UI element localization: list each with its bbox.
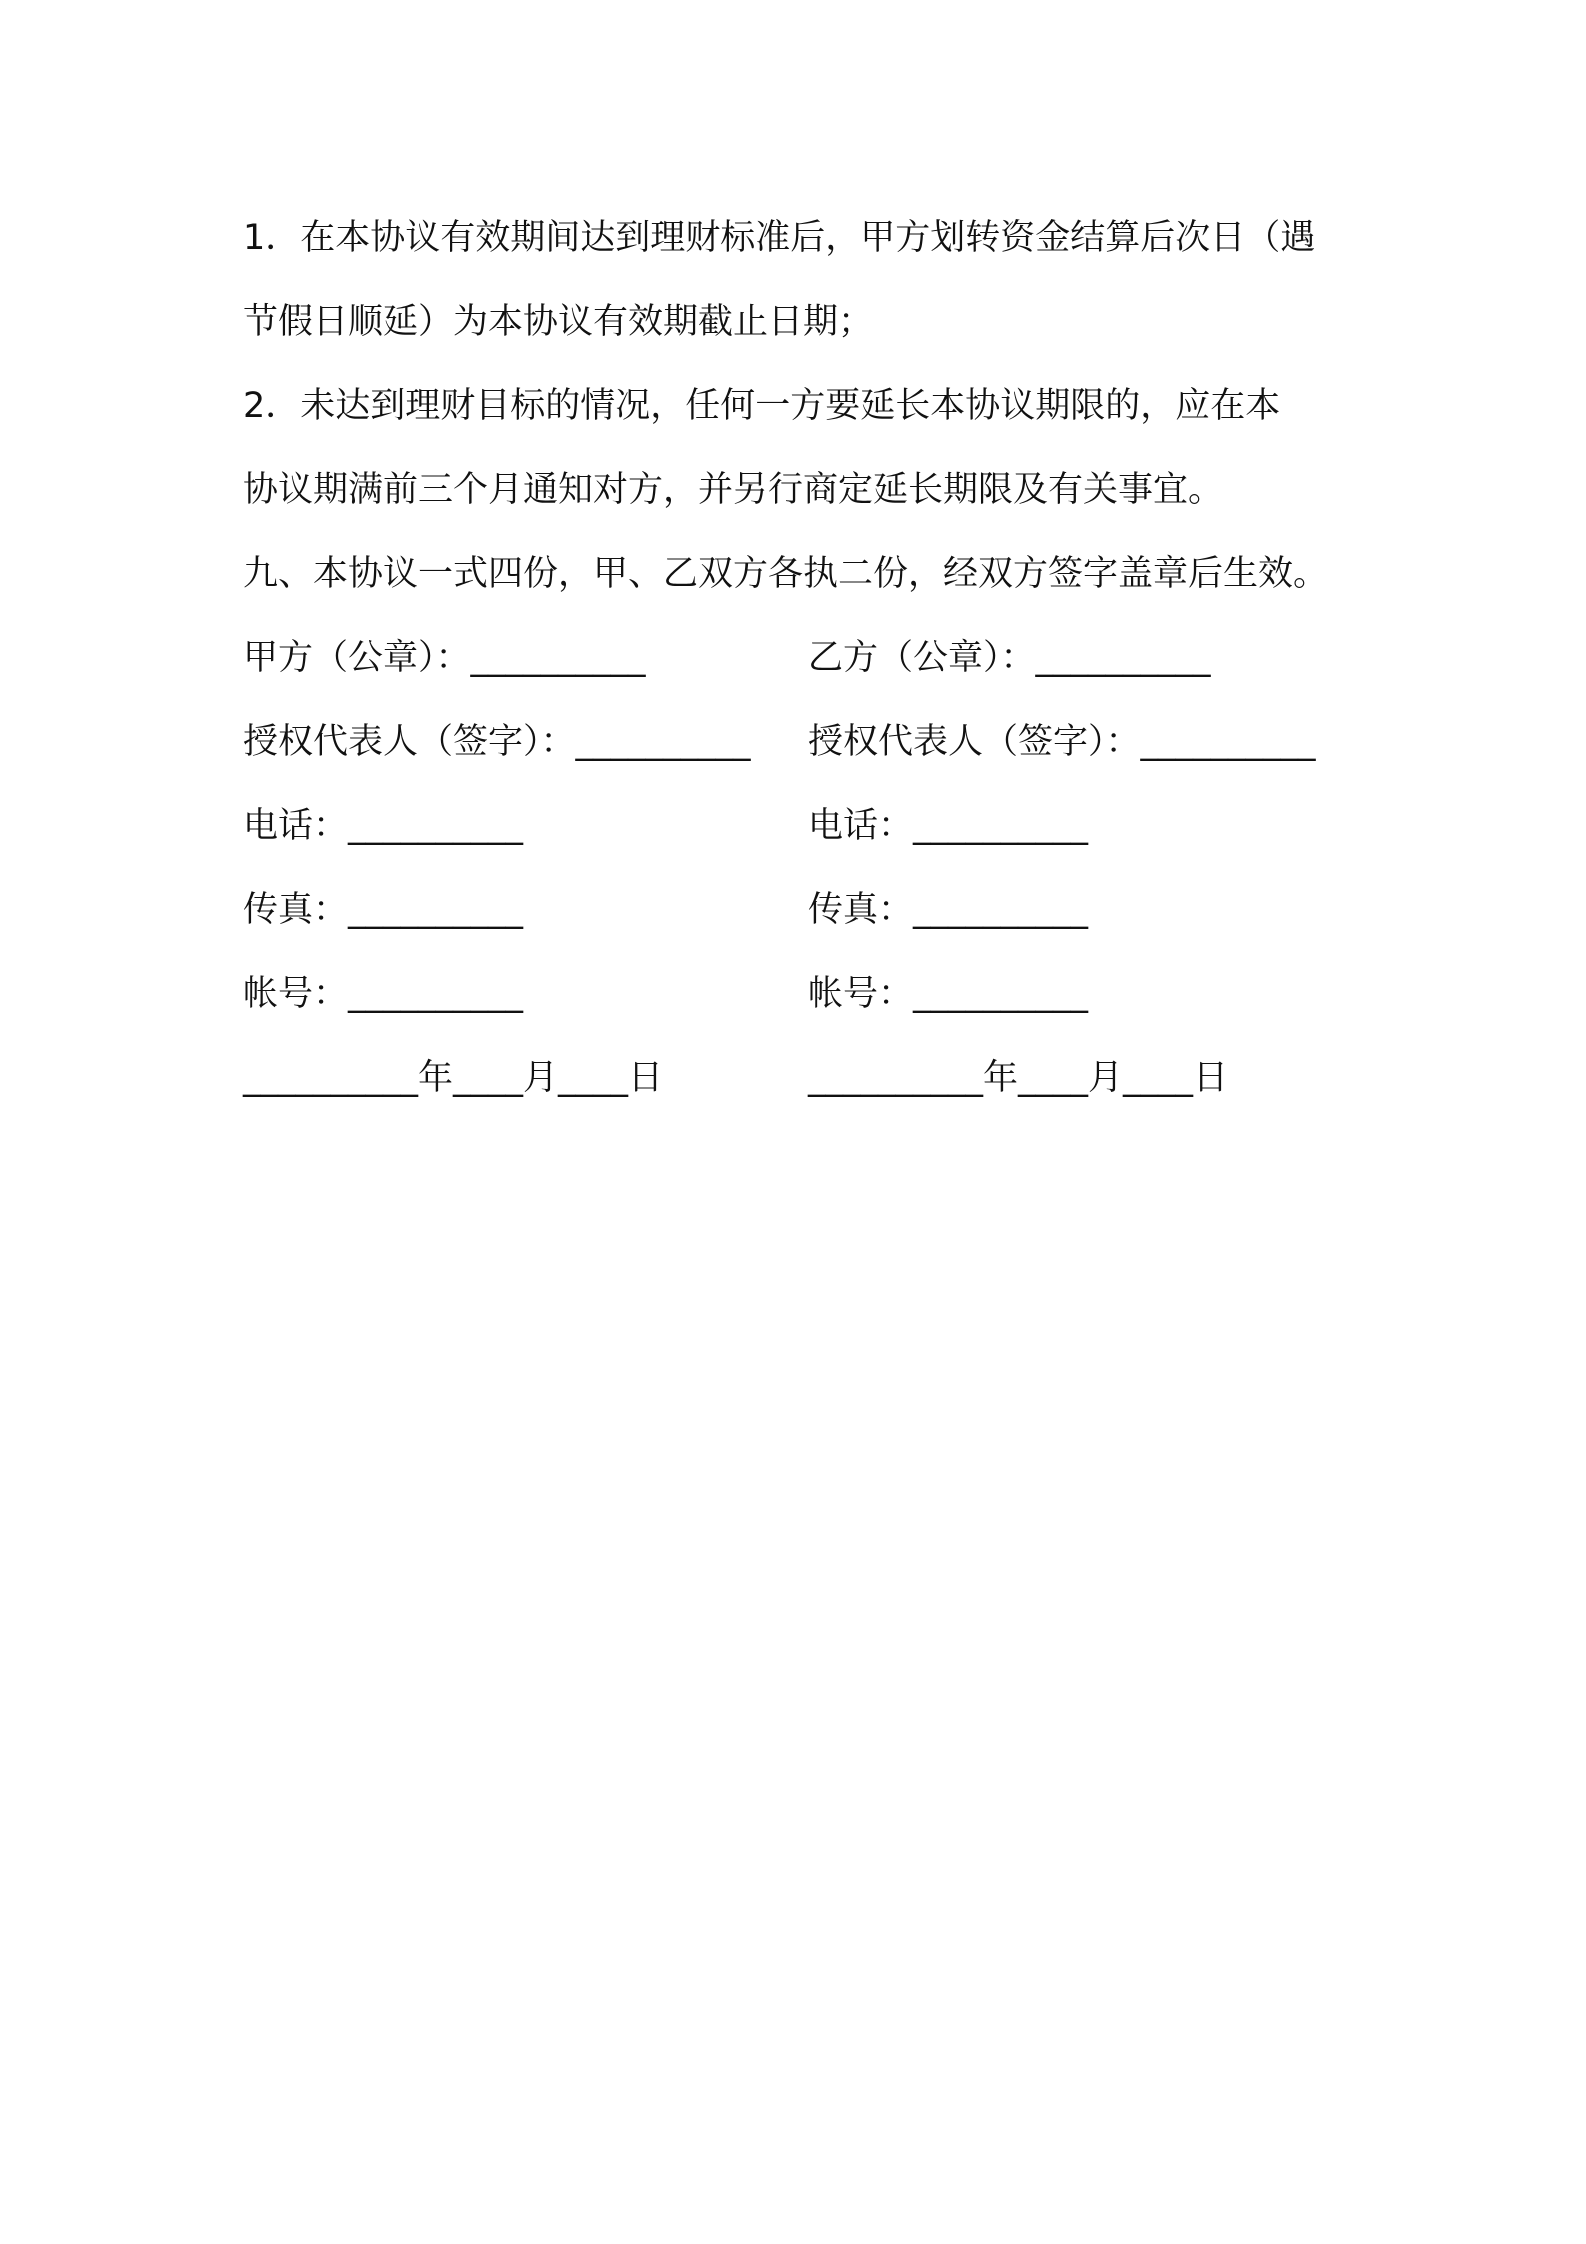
party-b-date-field: __________年____月____日 (808, 1058, 1229, 1098)
signature-row-fax (243, 868, 1363, 952)
clause-9: 九、本协议一式四份，甲、乙双方各执二份，经双方签字盖章后生效。 (243, 554, 1329, 594)
party-b-representative-field: 授权代表人（签字）：__________ (808, 722, 1316, 762)
party-b-fax-field: 传真：__________ (808, 890, 1089, 930)
party-a-account-field: 帐号：__________ (243, 974, 524, 1014)
party-a-representative-field: 授权代表人（签字）：__________ (243, 722, 751, 762)
signature-row-date (243, 1036, 1363, 1120)
party-b-phone-field: 电话：__________ (808, 806, 1089, 846)
document-content (243, 196, 1363, 1120)
party-a-fax-field: 传真：__________ (243, 890, 524, 930)
clause-1-line-1: 1．在本协议有效期间达到理财标准后，甲方划转资金结算后次日（遇 (243, 218, 1316, 258)
clause-2-line-2: 协议期满前三个月通知对方，并另行商定延长期限及有关事宜。 (243, 470, 1224, 510)
party-a-date-field: __________年____月____日 (243, 1058, 664, 1098)
signature-row-representative (243, 700, 1363, 784)
clause-1-line-2: 节假日顺延）为本协议有效期截止日期； (243, 302, 874, 342)
party-a-seal-field: 甲方（公章）：__________ (243, 638, 646, 678)
signature-row-phone (243, 784, 1363, 868)
party-b-account-field: 帐号：__________ (808, 974, 1089, 1014)
clause-2-line-1: 2．未达到理财目标的情况，任何一方要延长本协议期限的，应在本 (243, 386, 1281, 426)
party-a-phone-field: 电话：__________ (243, 806, 524, 846)
party-b-seal-field: 乙方（公章）：__________ (808, 638, 1211, 678)
signature-row-account (243, 952, 1363, 1036)
signature-row-seal (243, 616, 1363, 700)
